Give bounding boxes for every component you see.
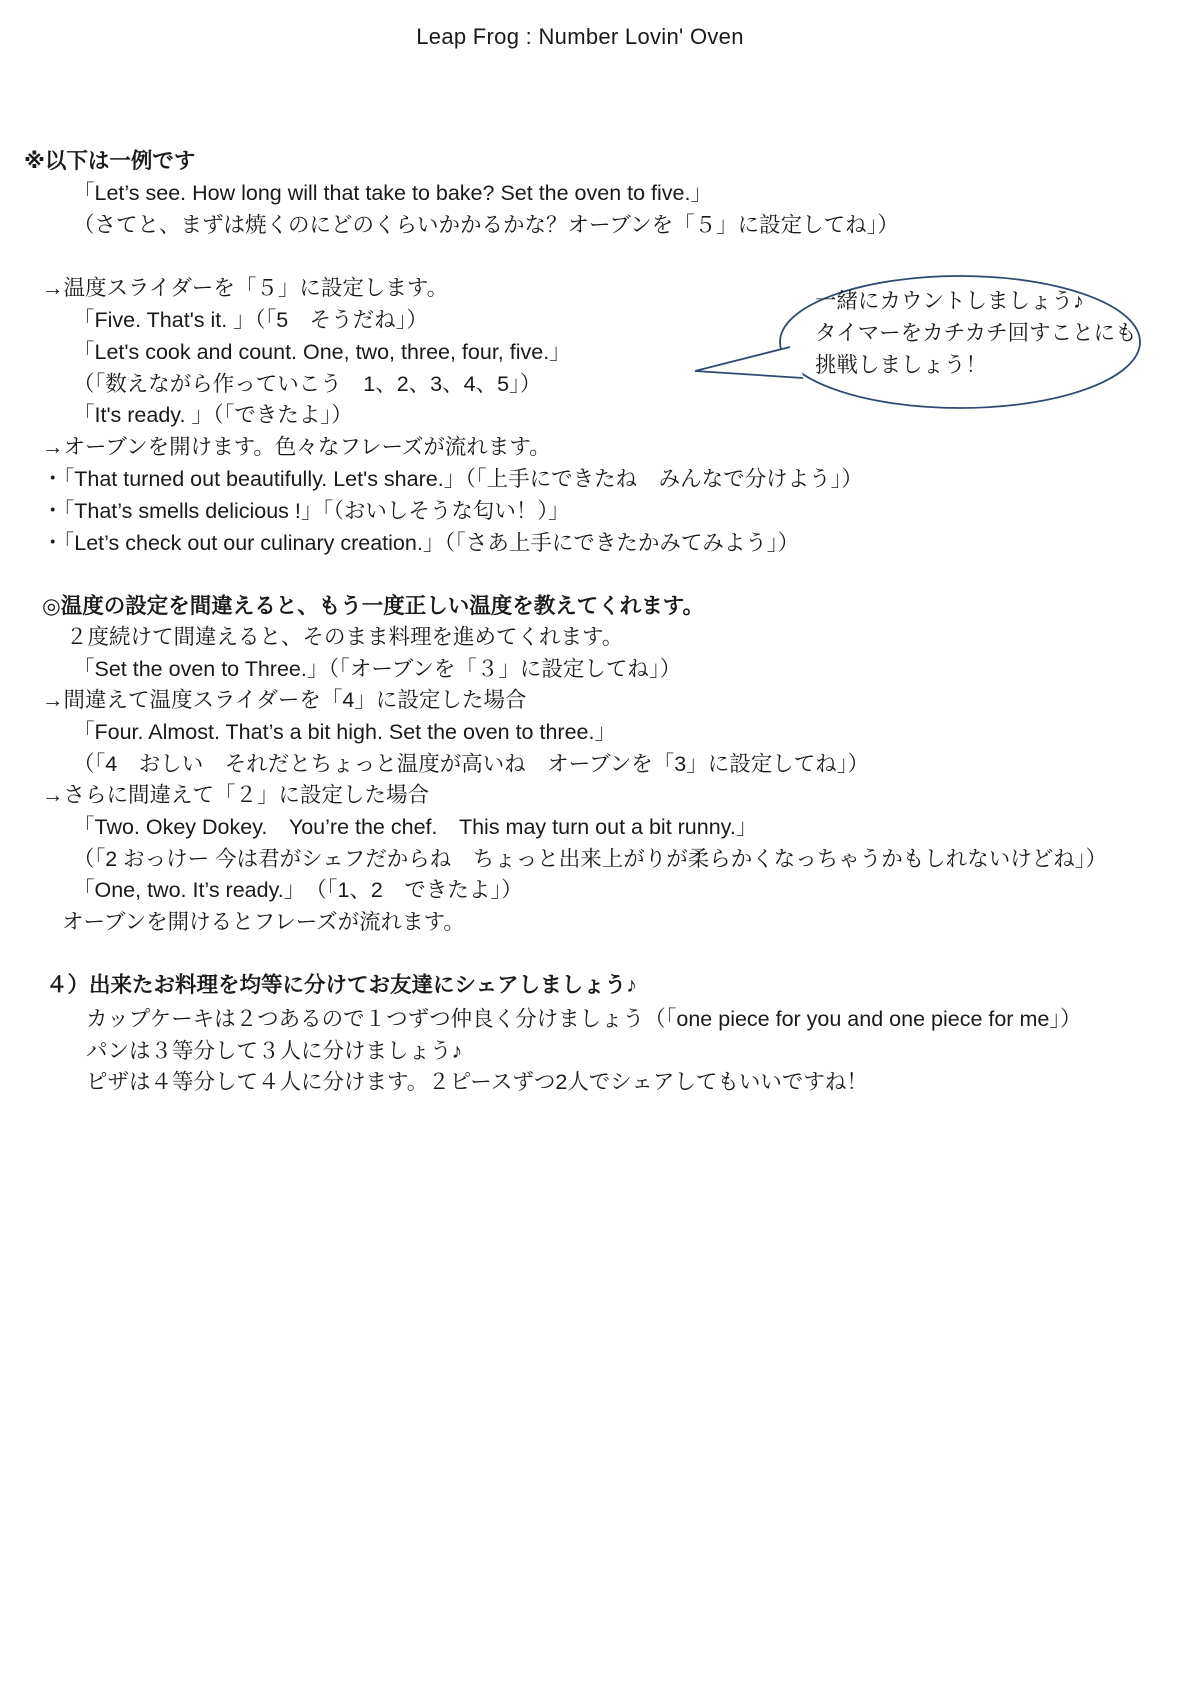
step-set-slider: →温度スライダーを「５」に設定します。	[42, 276, 449, 300]
speech-bubble-callout	[735, 276, 1180, 456]
mistake-line: オーブンを開けるとフレーズが流れます。	[62, 910, 465, 934]
step-ready-phrase: 「It's ready. 」（「できたよ」）	[73, 403, 353, 427]
step-count-translation: （「数えながら作っていこう 1、2、3、4、5」）	[73, 372, 542, 396]
mistake-line: 「Set the oven to Three.」（「オーブンを「３」に設定してね」）	[73, 657, 682, 681]
callout-line-3: 挑戦しましょう！	[815, 353, 988, 377]
mistake-heading: ◎温度の設定を間違えると、もう一度正しい温度を教えてくれます。	[42, 594, 705, 618]
callout-line-1: 一緒にカウントしましょう♪	[815, 289, 1084, 313]
mistake-line: （「2 おっけー 今は君がシェフだからね ちょっと出来上がりが柔らかくなっちゃうかもしれないけどね」）	[73, 847, 1107, 871]
bubble-tail	[695, 347, 803, 378]
page-title: Leap Frog : Number Lovin' Oven	[416, 24, 744, 49]
mistake-line: 「One, two. It’s ready.」 （「1、2 できたよ」）	[73, 878, 523, 902]
mistake-line: 「Two. Okey Dokey. You’re the chef. This may turn out a bit runny.」	[73, 815, 758, 839]
share-line: ピザは４等分して４人に分けます。２ピースずつ2人でシェアしてもいいですね！	[86, 1070, 868, 1094]
step-five-phrase: 「Five. That's it. 」（「5 そうだね」）	[73, 308, 428, 332]
share-line: パンは３等分して３人に分けましょう♪	[86, 1039, 463, 1063]
share-line: カップケーキは２つあるので１つずつ仲良く分けましょう（「one piece for you and one piece for me」）	[86, 1007, 1082, 1031]
mistake-line: →間違えて温度スライダーを「4」に設定した場合	[42, 688, 527, 712]
phrase-list-item: ・「Let’s check out our culinary creation.」（「さあ上手にできたかみてみよう」）	[42, 531, 800, 555]
example-japanese-line: （さてと、まずは焼くのにどのくらいかかるかな？オーブンを「５」に設定してね」）	[73, 213, 899, 237]
phrase-list-item: ・「That’s smells delicious !」「（おいしそうな匂い！）」	[42, 499, 570, 523]
mistake-line: （「4 おしい それだとちょっと温度が高いね オーブンを「3」に設定してね」）	[73, 752, 869, 776]
mistake-line: 「Four. Almost. That’s a bit high. Set the oven to three.」	[73, 720, 616, 744]
mistake-line: ２度続けて間違えると、そのまま料理を進めてくれます。	[66, 625, 624, 649]
example-english-line: 「Let’s see. How long will that take to bake? Set the oven to five.」	[73, 181, 712, 205]
callout-line-2: タイマーをカチカチ回すことにも	[815, 321, 1137, 345]
step-open-oven: →オーブンを開けます。色々なフレーズが流れます。	[42, 435, 551, 459]
mistake-line: →さらに間違えて「２」に設定した場合	[42, 783, 430, 807]
phrase-list-item: ・「That turned out beautifully. Let's share.」（「上手にできたね みんなで分けよう」）	[42, 467, 863, 491]
share-heading: ４）出来たお料理を均等に分けてお友達にシェアしましょう♪	[46, 973, 637, 997]
example-heading: ※以下は一例です	[24, 149, 196, 173]
step-count-phrase: 「Let's cook and count. One, two, three, four, five.」	[73, 340, 571, 364]
